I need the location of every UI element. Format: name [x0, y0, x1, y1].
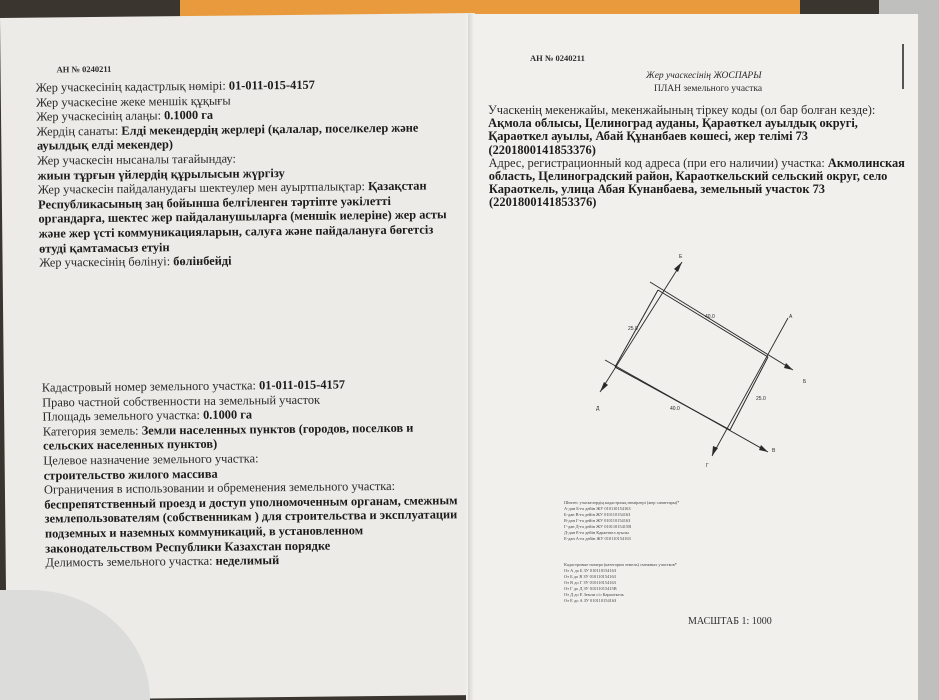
scale-label: МАСШТАБ 1: 1000 — [688, 616, 772, 627]
document-number-right: АН № 0240211 — [530, 53, 585, 63]
text-line: Учаскенің мекенжайы, мекенжайының тіркеу коды (ол бар болған кезде): — [488, 103, 876, 117]
field-value: 0.1000 га — [203, 407, 253, 423]
adjacent-parcel-item: А-дан Б-ға дейін ЖУ 01011015416З — [564, 506, 631, 511]
vertex-label: В — [772, 448, 776, 454]
field-label: Жер учаскесінің кадастрлық нөмірі: — [35, 78, 229, 95]
adjacent-parcel-item: От В до Г ЗУ 01011015416З — [564, 580, 616, 585]
field-value: законодательством Республики Казахстан порядке — [45, 538, 331, 556]
extension-line — [600, 262, 682, 392]
field-value: ауылдық елді мекендер) — [36, 137, 174, 154]
field-value: Республикасының заң бойынша белгіленген тәртіпте уәкілетті — [38, 193, 391, 212]
field-label: Категория земель: — [42, 423, 142, 439]
extension-lines — [600, 262, 793, 456]
vertex-label: Б — [803, 379, 807, 385]
field-label: Кадастровый номер земельного участка: — [41, 378, 260, 395]
adjacent-parcel-item: От Г до Д ЗУ 01011015415В — [564, 586, 617, 591]
dimension-label: 40.0 — [670, 406, 680, 412]
field-label: Жердің санаты: — [36, 123, 122, 139]
adjacent-parcel-item: От Е до А ЗУ 01011015416З — [564, 598, 617, 603]
plan-title-ru: ПЛАН земельного участка — [654, 84, 763, 94]
field-value: землепользователям (собственникам ) для строительства и эксплуатации — [44, 507, 458, 526]
text-line: (2201800141853376) — [489, 195, 597, 210]
adjacent-parcel-item: Б-дан В-ға дейін ЖУ 01011015416З — [564, 512, 631, 517]
vertex-label: Е — [679, 254, 683, 260]
field-label: Площадь земельного участка: — [42, 408, 204, 424]
field-value: Акмолинская — [827, 155, 905, 170]
plot-edge — [658, 290, 768, 357]
vertex-label: Д — [596, 406, 600, 412]
field-value: 0.1000 га — [164, 107, 214, 123]
plan-title-kz: Жер учаскесінің ЖОСПАРЫ — [646, 71, 762, 81]
field-label: Жер учаскесіне жеке меншік құқығы — [35, 93, 231, 110]
field-label: Жер учаскесінің бөлінуі: — [39, 254, 174, 270]
field-value: 01-011-015-4157 — [258, 377, 346, 393]
field-value: 01-011-015-4157 — [228, 77, 315, 93]
field-value: Қазақстан — [367, 178, 427, 194]
adjacent-parcel-item: Д-дан Е-ға дейін Қараөткел ауылы — [564, 530, 629, 535]
field-value: Елді мекендердің жерлері (қалалар, поселкелер және — [121, 120, 419, 138]
field-label: Целевое назначение земельного участка: — [43, 451, 259, 468]
field-value: органдарға, шектес жер пайдаланушыларға (меншік иелеріне) жер асты — [38, 207, 447, 226]
field-value: және жер үсті коммуникацияларын, салуға және пайдалануға бөгетсіз — [38, 222, 434, 241]
field-label: Право частной собственности на земельный участок — [42, 392, 321, 410]
arrow-head — [600, 382, 608, 392]
vertex-label: Г — [706, 463, 709, 469]
dimension-label: 25.0 — [756, 396, 766, 402]
adjacent-parcel-item: Е-дан А-ға дейін ЖУ 01011015416З — [564, 536, 631, 541]
text-line: Қараөткел ауылы, Абай Құнанбаев көшесі, жер телімі 73 — [488, 129, 809, 144]
field-value: подземных и наземных коммуникаций, в установленном — [44, 523, 364, 541]
field-value: жиын тұрғын үйлердің құрылысын жүргізу — [37, 165, 285, 183]
field-value: Земли населенных пунктов (городов, поселков и — [141, 420, 414, 438]
extension-line — [650, 282, 793, 370]
adjacent-parcel-item: От Д до Е Земли с/о Караоткель — [564, 592, 624, 597]
text-line: область, Целиноградский район, Караоткельский сельский округ, село — [488, 169, 888, 183]
adjacent-list-title: Кадастровые номера (категории земель) смежных участков* — [564, 562, 677, 567]
dimension-label: 40.0 — [705, 314, 715, 320]
adjacent-parcel-item: От Б до В ЗУ 01011015416З — [564, 574, 616, 579]
arrow-head — [674, 262, 682, 272]
field-value: беспрепятственный проезд и доступ уполномоченным органам, смежным — [44, 493, 458, 512]
adjacent-parcel-item: В-дан Г-ға дейін ЖУ 01011015416З — [564, 518, 631, 523]
document-number-left: АН № 0240211 — [56, 63, 112, 75]
field-label: Делимость земельного участка: — [45, 553, 216, 570]
vertex-label: А — [789, 314, 793, 320]
adjacent-list-title: Шектес учаскелердің кадастрлық нөмірлері (жер санаттары)* — [564, 500, 680, 505]
field-value: сельских населенных пунктов) — [43, 437, 218, 453]
plan-labels — [596, 254, 807, 469]
adjacent-parcel-item: Г-дан Д-ға дейін ЖУ 01011015415В — [564, 524, 632, 529]
text-line: (2201800141853376) — [488, 142, 596, 157]
field-value: неделимый — [215, 553, 280, 568]
arrow-head — [759, 445, 768, 452]
field-value: строительство жилого массива — [43, 466, 218, 483]
arrow-head — [784, 363, 793, 370]
adjacent-parcel-item: От А до Б ЗУ 01011015416З — [564, 568, 617, 573]
text-line: Ақмола облысы, Целиноград ауданы, Қараөткел ауылдық округі, — [488, 116, 858, 131]
field-label: Жер учаскесінің алаңы: — [36, 108, 165, 124]
field-label: Жер учаскесін нысаналы тағайындау: — [37, 151, 237, 168]
arrow-heads — [600, 262, 793, 456]
field-label: Ограничения в использовании и обременения земельного участка: — [43, 479, 396, 497]
extension-line — [605, 360, 768, 452]
field-value: бөлінбейді — [173, 253, 232, 269]
field-value: өтуді қамтамасыз етуін — [38, 239, 170, 256]
plot-edge — [730, 357, 768, 430]
dimension-label: 25.0 — [628, 326, 638, 332]
text-line: Караоткель, улица Абая Кунанбаева, земельный участок 73 — [488, 182, 825, 197]
field-label: Жер учаскесін пайдаланудағы шектеулер мен ауыртпалықтар: — [37, 179, 369, 197]
extension-line — [712, 318, 788, 456]
field-label: Адрес, регистрационный код адреса (при его наличии) участка: — [488, 155, 828, 170]
